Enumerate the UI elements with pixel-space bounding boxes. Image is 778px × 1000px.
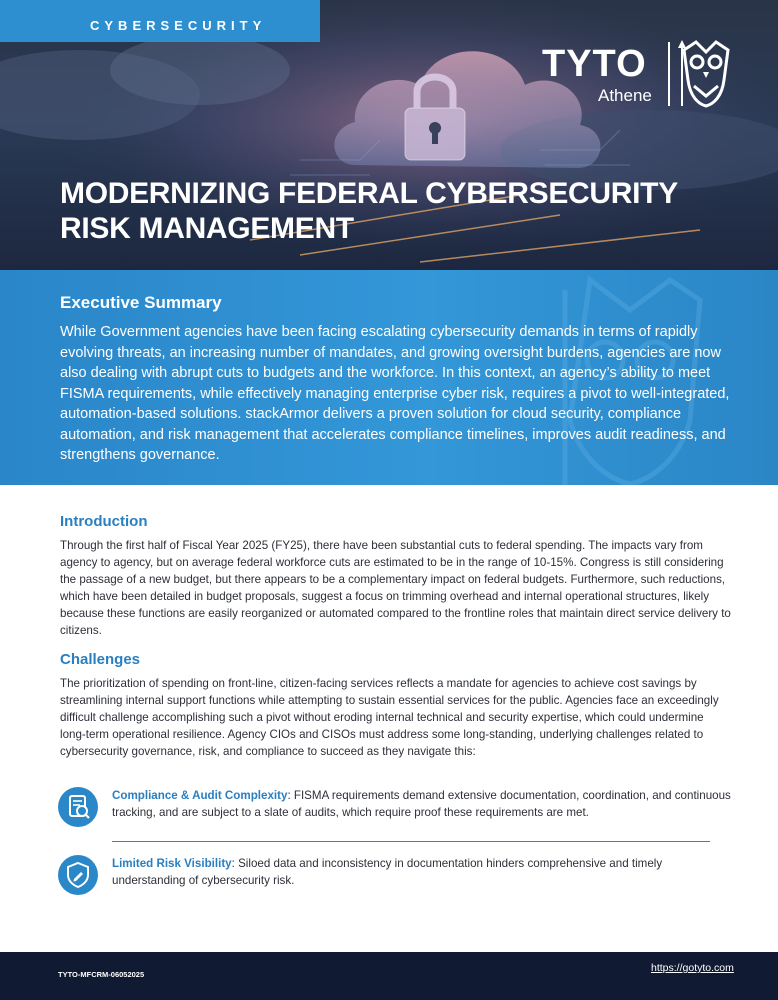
owl-icon xyxy=(678,40,734,108)
challenge-item-description: : Siloed data and inconsistency in documentation hinders comprehensive and timely understanding of cybersecurity risk. xyxy=(112,857,663,887)
challenges-heading: Challenges xyxy=(60,651,141,668)
audit-document-icon xyxy=(58,787,98,827)
document-code: TYTO-MFCRM-06052025 xyxy=(58,970,145,979)
challenge-divider xyxy=(112,841,710,842)
logo-wordmark: TYTO xyxy=(542,43,647,85)
challenge-item-title: Compliance & Audit Complexity xyxy=(112,789,288,802)
challenge-item-text xyxy=(112,855,732,889)
logo-separator xyxy=(668,42,670,106)
challenge-item-description: : FISMA requirements demand extensive documentation, coordination, and continuous tracking, and are subject to a slate of audits, which require proof these requirements are met. xyxy=(112,789,731,819)
challenge-item-text xyxy=(112,787,732,821)
website-link[interactable]: https://gotyto.com xyxy=(651,962,734,974)
title-line-1: MODERNIZING FEDERAL CYBERSECURITY xyxy=(60,177,678,210)
tyto-athene-logo xyxy=(540,38,740,110)
page-title xyxy=(60,176,740,246)
logo-subtitle: Athene xyxy=(598,86,652,105)
summary-heading: Executive Summary xyxy=(60,293,222,312)
executive-summary-section xyxy=(0,270,778,485)
hero-banner xyxy=(0,0,778,270)
summary-body: While Government agencies have been facing escalating cybersecurity demands in terms of rapidly evolving threats, an increasing number of mandates, and growing oversight burdens, agencies are now also dealing with abrupt cuts to budgets and the workforce. In this context, an agency’s ability to meet FISMA requirements, while effectively managing enterprise cyber risk, requires a pivot to well-integrated, automation-based solutions. stackArmor delivers a proven solution for cloud security, compliance automation, and risk management that accelerates compliance timelines, improves audit readiness, and strengthens governance. xyxy=(60,324,730,463)
page-footer xyxy=(0,952,778,1000)
introduction-body: Through the first half of Fiscal Year 2025 (FY25), there have been substantial cuts to federal spending. The impacts vary from agency to agency, but on average federal workforce cuts are estimated to be in the range of 10-15%. Congress is still considering the passage of a new budget, but there appears to be a complementary impact on federal budgets. Furthermore, such reductions, which have been detailed in budget proposals, suggest a focus on trimming overhead and internal operational structures, likely because these functions are easily reorganized or automated compared to the frontline roles that maintain direct service delivery to citizens. xyxy=(60,539,731,637)
shield-pencil-icon xyxy=(58,855,98,895)
title-line-2: RISK MANAGEMENT xyxy=(60,212,354,245)
introduction-heading: Introduction xyxy=(60,513,148,530)
challenge-item-title: Limited Risk Visibility xyxy=(112,857,232,870)
category-tag: CYBERSECURITY xyxy=(0,0,320,42)
challenges-body: The prioritization of spending on front-line, citizen-facing services reflects a mandate for agencies to achieve cost savings by streamlining internal support functions while attempting to sustain essential services for the public. Agencies face an exceedingly difficult challenge accomplishing such a pivot without eroding internal technical and security expertise, which could undermine long-term operational resilience. Agency CIOs and CISOs must address some long-standing, underlying challenges related to cybersecurity governance, risk, and compliance to succeed as they navigate this: xyxy=(60,677,719,758)
